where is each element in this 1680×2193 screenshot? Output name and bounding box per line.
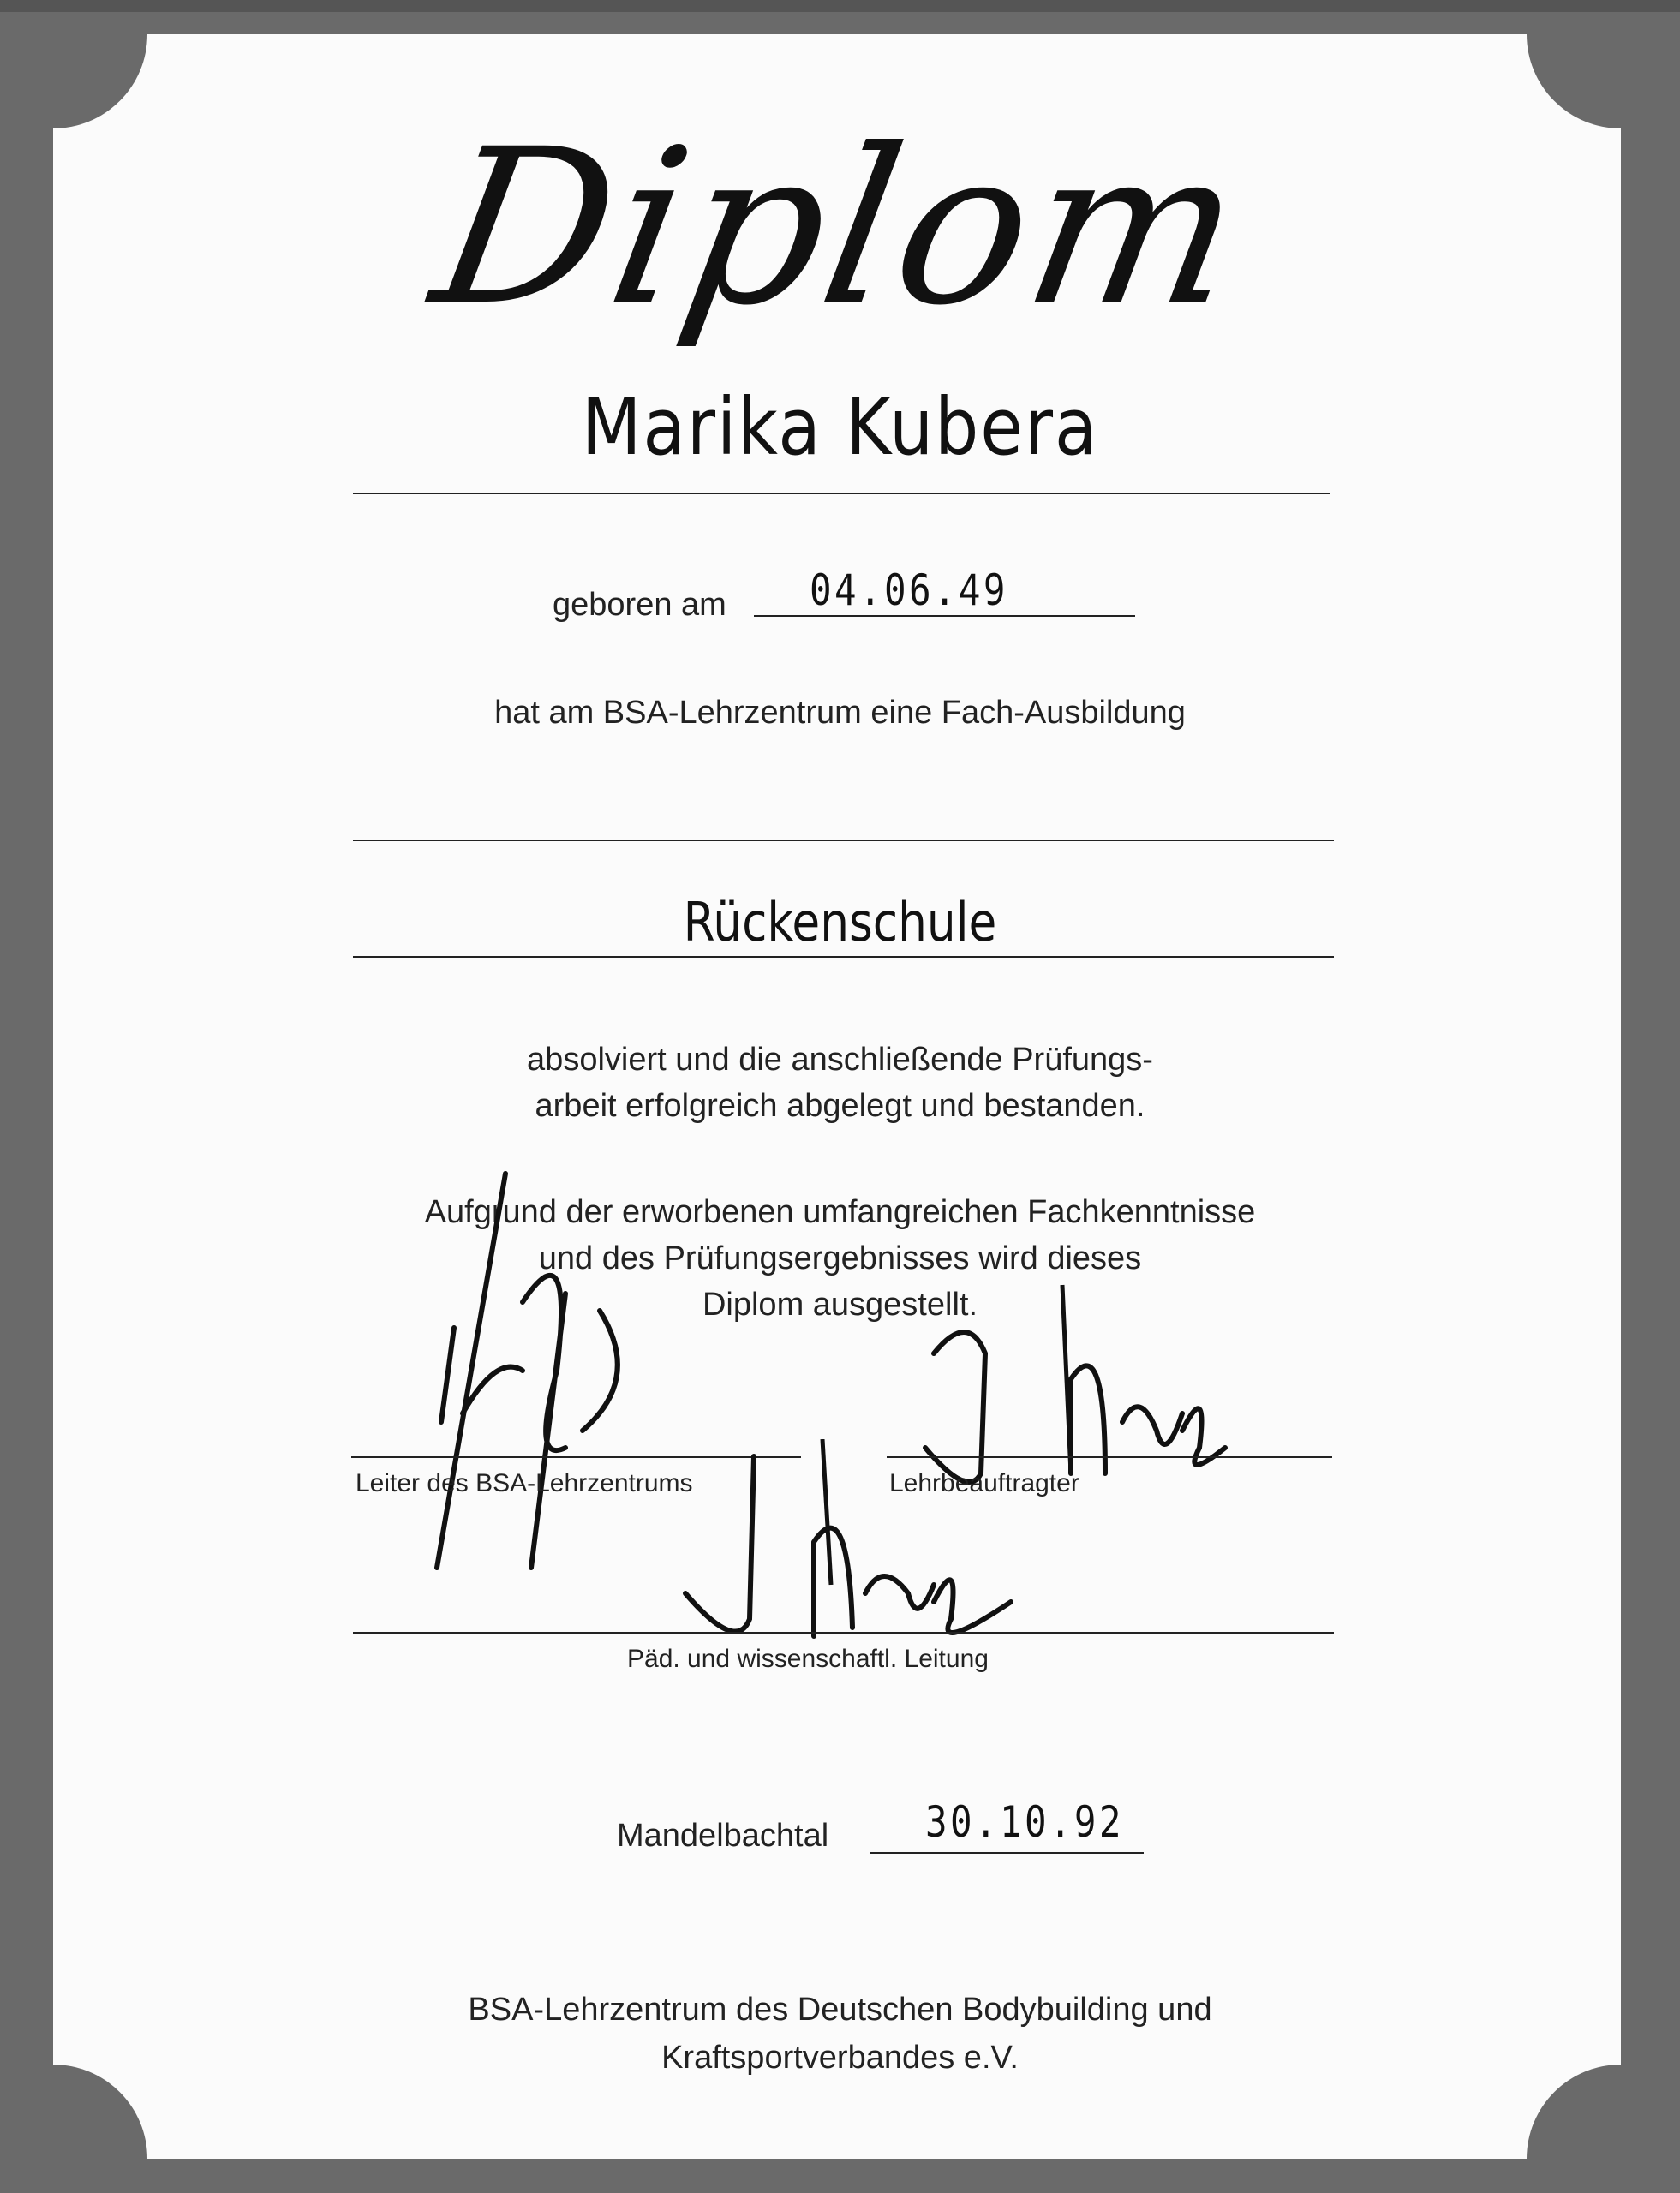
birth-label: geboren am — [553, 587, 726, 623]
recipient-name: Marika Kubera — [581, 381, 1099, 473]
signature-leitung — [668, 1439, 1028, 1662]
course-subject: Rückenschule — [683, 891, 997, 953]
footer-line: Kraftsportverbandes e.V. — [661, 2040, 1019, 2076]
completion-text — [0, 1037, 1680, 1129]
place-label: Mandelbachtal — [617, 1818, 829, 1854]
completion-line: arbeit erfolgreich abgelegt und bestanden. — [535, 1088, 1145, 1124]
diploma-title: Diplom — [418, 103, 1262, 352]
issue-date-underline — [870, 1852, 1144, 1854]
signature-leiter — [403, 1156, 677, 1585]
name-underline — [353, 493, 1330, 494]
scan-edge — [0, 0, 1680, 12]
intro-text: hat am BSA-Lehrzentrum eine Fach-Ausbildung — [494, 695, 1186, 731]
basis-text — [0, 1189, 1680, 1328]
basis-line: Diplom ausgestellt. — [702, 1287, 978, 1323]
signature-label-leiter: Leiter des BSA-Lehrzentrums — [356, 1469, 693, 1497]
basis-line: Aufgrund der erworbenen umfangreichen Fachkenntnisse — [424, 1194, 1256, 1230]
birth-date-underline — [754, 615, 1135, 617]
completion-line: absolviert und die anschließende Prüfungs- — [527, 1042, 1153, 1078]
subject-underline — [353, 956, 1334, 958]
subject-top-rule — [353, 840, 1334, 841]
basis-line: und des Prüfungsergebnisses wird dieses — [538, 1240, 1142, 1276]
signature-label-leitung: Päd. und wissenschaftl. Leitung — [627, 1645, 989, 1673]
birth-date: 04.06.49 — [810, 565, 1008, 615]
issue-date: 30.10.92 — [925, 1797, 1124, 1847]
signature-label-lehrbeauftragter: Lehrbeauftragter — [889, 1469, 1079, 1497]
signature-line-leitung — [353, 1632, 1334, 1634]
issuer-footer — [0, 1986, 1680, 2082]
footer-line: BSA-Lehrzentrum des Deutschen Bodybuilding und — [468, 1992, 1212, 2028]
